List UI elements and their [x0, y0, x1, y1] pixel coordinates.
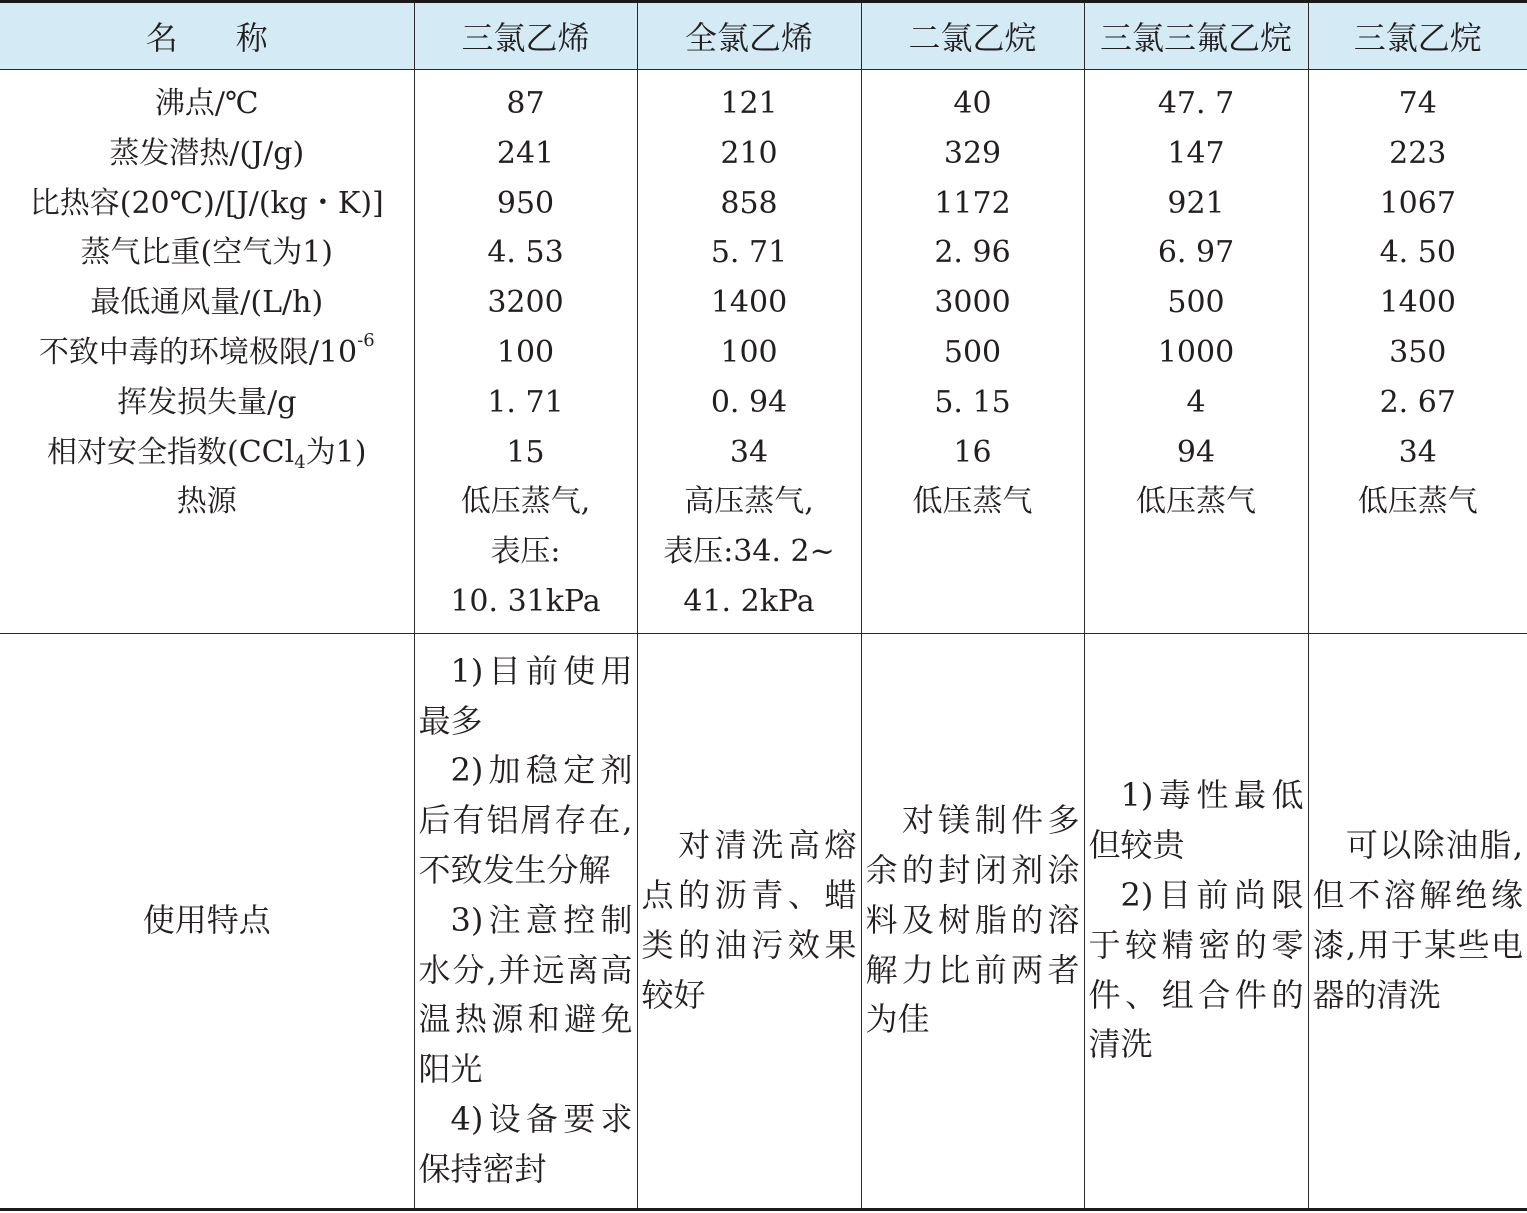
- header-solvent-2: 全氯乙烯: [637, 2, 861, 70]
- value-latent-heat: 329: [943, 135, 1002, 171]
- usage-solvent-1: [414, 633, 637, 1209]
- value-min-ventilation: 3000: [934, 285, 1011, 321]
- value-boiling-point: 74: [1398, 86, 1437, 121]
- value-heat-source-line: 低压蒸气,: [460, 484, 591, 520]
- usage-solvent-5: [1308, 633, 1527, 1209]
- value-latent-heat: 210: [720, 135, 778, 171]
- usage-paragraph: 2)目前尚限于较精密的零件、组合件的清洗: [1088, 875, 1304, 1064]
- header-solvent-1: 三氯乙烯: [414, 2, 637, 70]
- label-boiling-point: 沸点/℃: [154, 86, 259, 121]
- value-toxicity-limit: 1000: [1157, 334, 1235, 370]
- header-solvent-3: 二氯乙烷: [861, 2, 1084, 70]
- value-toxicity-limit: 350: [1389, 334, 1447, 370]
- value-heat-capacity: 1172: [934, 185, 1011, 221]
- value-heat-source-line: 低压蒸气: [1357, 484, 1478, 520]
- usage-paragraph: 3)注意控制水分,并远离高温热源和避免阳光: [418, 900, 633, 1089]
- usage-paragraph: 4)设备要求保持密封: [418, 1100, 633, 1188]
- property-values-solvent-1: [414, 70, 637, 634]
- value-toxicity-limit: 500: [943, 334, 1002, 370]
- value-boiling-point: 47. 7: [1157, 86, 1235, 121]
- value-min-ventilation: 3200: [487, 285, 564, 321]
- value-heat-capacity: 921: [1167, 185, 1225, 221]
- header-row: [0, 2, 1527, 70]
- label-heat-capacity: 比热容(20℃)/[J/(kg・K)]: [29, 185, 384, 221]
- usage-paragraph: 可以除油脂,但不溶解绝缘漆,用于某些电器的清洗: [1312, 826, 1523, 1014]
- usage-paragraph: 对清洗高熔点的沥青、蜡类的油污效果较好: [641, 826, 857, 1014]
- label-min-ventilation: 最低通风量/(L/h): [90, 285, 324, 321]
- header-solvent-4: 三氯三氟乙烷: [1084, 2, 1308, 70]
- value-vapor-density: 5. 71: [710, 235, 788, 271]
- value-heat-capacity: 950: [496, 185, 555, 221]
- value-latent-heat: 223: [1389, 135, 1447, 171]
- usage-paragraph: 对镁制件多余的封闭剂涂料及树脂的溶解力比前两者为佳: [865, 801, 1080, 1039]
- label-toxicity-limit: 不致中毒的环境极限$/10^{-6}$: [38, 329, 375, 370]
- value-boiling-point: 40: [953, 86, 992, 121]
- usage-paragraph: 2)加稳定剂后有铝屑存在,不致发生分解: [418, 751, 633, 890]
- property-values-solvent-3: [861, 70, 1084, 634]
- value-boiling-point: 87: [506, 86, 545, 121]
- value-latent-heat: 147: [1167, 135, 1225, 171]
- value-heat-capacity: 858: [720, 185, 778, 221]
- value-safety-index: 34: [729, 434, 769, 470]
- value-boiling-point: 121: [720, 86, 778, 121]
- property-values-solvent-4: [1084, 70, 1308, 634]
- value-safety-index: 94: [1176, 434, 1216, 470]
- value-heat-source-line: 表压:34. 2~: [663, 534, 835, 570]
- label-heat-source: 热源: [176, 484, 237, 520]
- value-vapor-density: 4. 50: [1379, 235, 1456, 271]
- usage-label: 使用特点: [0, 633, 414, 1209]
- value-heat-capacity: 1067: [1379, 185, 1456, 221]
- value-vapor-density: 6. 97: [1157, 235, 1235, 271]
- value-safety-index: 34: [1398, 434, 1437, 470]
- header-name-left: 名: [145, 19, 178, 57]
- usage-solvent-4: [1084, 633, 1308, 1209]
- value-volatile-loss: 5. 15: [934, 384, 1011, 420]
- usage-solvent-3: [861, 633, 1084, 1209]
- usage-paragraph: 1)毒性最低但较贵: [1088, 776, 1304, 865]
- property-values-solvent-5: [1308, 70, 1527, 634]
- usage-solvent-2: [637, 633, 861, 1209]
- value-heat-source-line: 低压蒸气: [912, 484, 1033, 520]
- value-latent-heat: 241: [496, 135, 555, 171]
- value-safety-index: 15: [506, 434, 545, 470]
- label-volatile-loss: 挥发损失量/g: [117, 384, 297, 420]
- properties-row: [0, 70, 1527, 634]
- value-vapor-density: 2. 96: [934, 235, 1011, 271]
- property-values-solvent-2: [637, 70, 861, 634]
- value-heat-source-line: 41. 2kPa: [683, 583, 815, 619]
- value-volatile-loss: 4: [1186, 384, 1206, 420]
- value-min-ventilation: 1400: [710, 285, 788, 321]
- usage-paragraph: 1)目前使用最多: [418, 651, 633, 740]
- value-heat-source-line: 10. 31kPa: [450, 583, 601, 619]
- label-vapor-density: 蒸气比重(空气为1): [80, 235, 333, 271]
- value-heat-source-line: 高压蒸气,: [684, 484, 814, 520]
- header-name-right: 称: [235, 19, 268, 57]
- value-heat-source-line: 低压蒸气: [1136, 484, 1256, 520]
- value-volatile-loss: 2. 67: [1379, 384, 1456, 420]
- usage-row: [0, 633, 1527, 1209]
- header-solvent-5: 三氯乙烷: [1308, 2, 1527, 70]
- value-heat-source-line: 表压:: [490, 534, 561, 570]
- value-min-ventilation: 1400: [1379, 285, 1456, 321]
- value-toxicity-limit: 100: [720, 334, 778, 370]
- label-safety-index: 相对安全指数(CCl$_4$为1): [47, 434, 367, 473]
- property-labels-cell: [0, 70, 414, 634]
- label-latent-heat: 蒸发潜热/(J/g): [109, 135, 305, 171]
- value-volatile-loss: 1. 71: [487, 384, 564, 420]
- value-safety-index: 16: [953, 434, 992, 470]
- value-min-ventilation: 500: [1167, 285, 1225, 321]
- value-toxicity-limit: 100: [496, 334, 555, 370]
- value-volatile-loss: 0. 94: [710, 384, 788, 420]
- value-vapor-density: 4. 53: [487, 235, 564, 271]
- header-name-cell: [0, 2, 414, 70]
